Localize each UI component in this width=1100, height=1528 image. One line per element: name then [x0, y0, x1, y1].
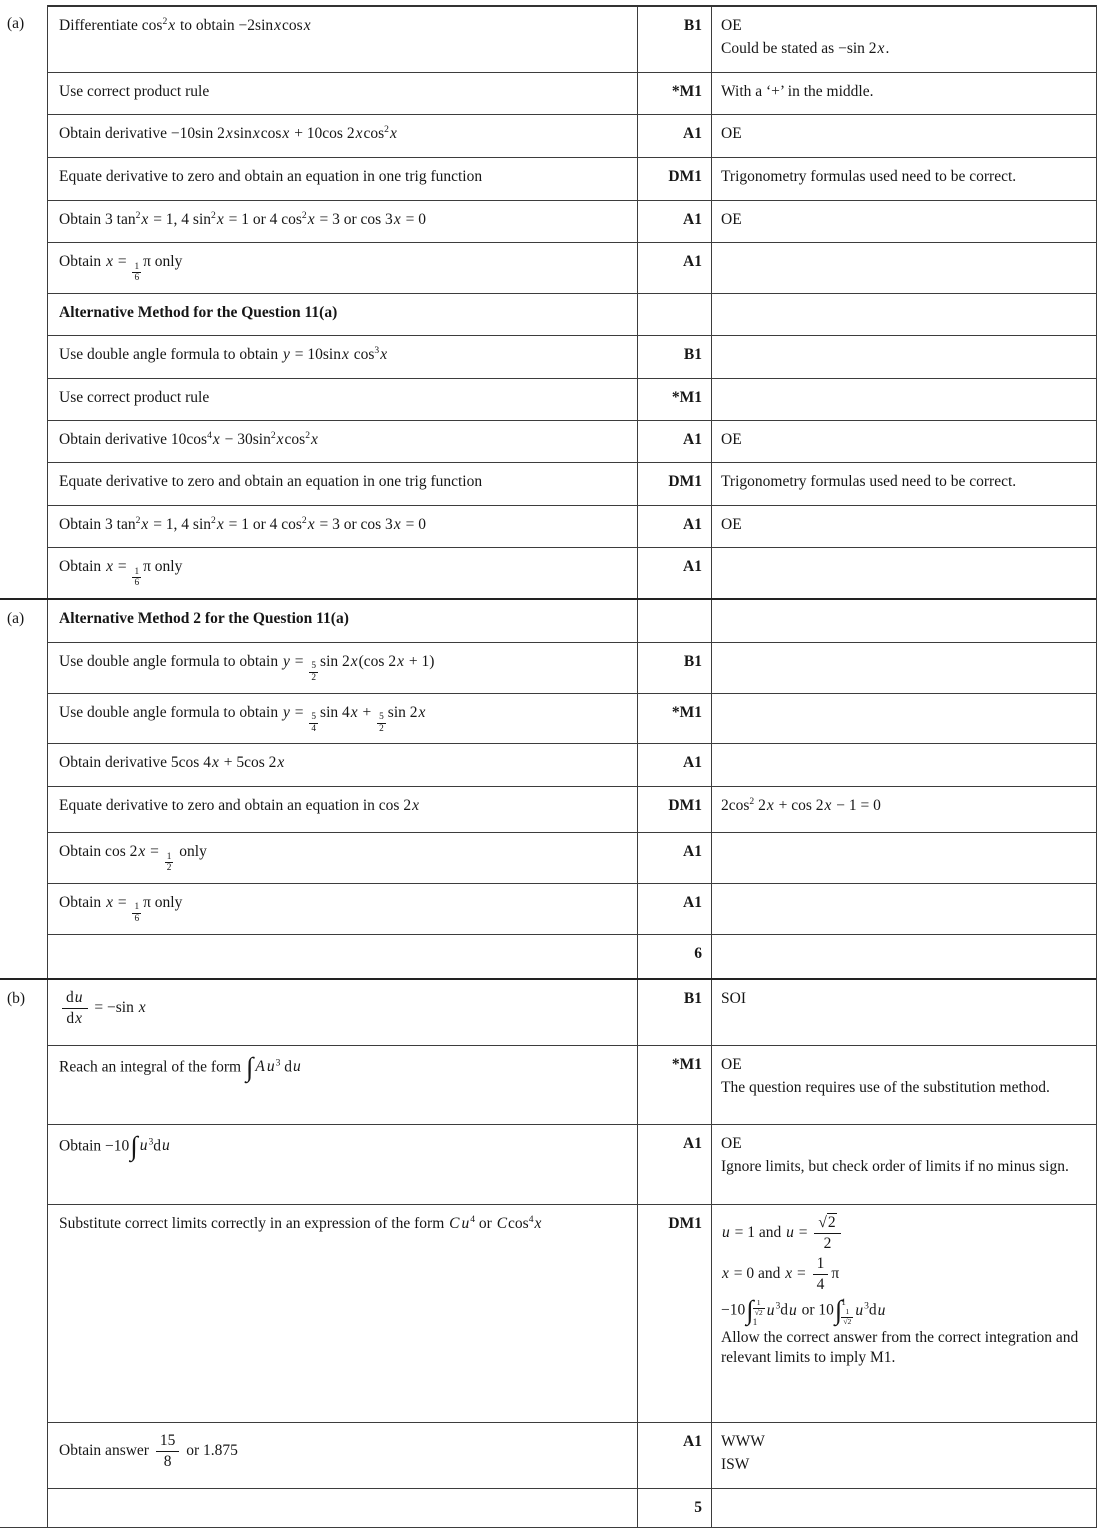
- mark-row: [48, 547, 1096, 598]
- numerator: du: [62, 989, 88, 1009]
- integral: [245, 1051, 254, 1082]
- fraction: [377, 712, 386, 734]
- fraction: [814, 1214, 840, 1253]
- lower-limit: 1: [752, 1316, 758, 1327]
- comment-line: u = 1 and u = $\frac{√2}{2}$: [721, 1214, 1087, 1253]
- mark-row: [48, 1045, 1096, 1124]
- description-cell: Obtain −10 ∫ $u^3du$: [48, 1125, 638, 1204]
- fraction: [132, 567, 141, 589]
- variable: u: [139, 1137, 148, 1155]
- superscript: 2: [162, 15, 168, 27]
- numerator: 1: [134, 902, 140, 913]
- mark-row: [48, 642, 1096, 693]
- mark-cell: A1: [638, 548, 712, 598]
- comment-cell: [712, 115, 1096, 157]
- variable: x: [341, 345, 349, 363]
- mark-row: [48, 980, 1096, 1045]
- mark-row: [48, 242, 1096, 293]
- comment-line: SOI: [721, 989, 746, 1007]
- variable: x: [397, 653, 404, 670]
- fraction: [841, 1308, 853, 1327]
- denominator: 4: [311, 723, 317, 734]
- description-cell: $\frac{du}{dx}$ = −sin x: [48, 980, 638, 1045]
- mark-cell: *M1: [638, 1046, 712, 1124]
- part-label: (a): [0, 600, 48, 978]
- numerator: 1: [753, 1299, 765, 1309]
- comment-cell: [712, 884, 1096, 934]
- comment-line: Could be stated as −sin 2x.: [721, 40, 890, 58]
- table-section: [0, 598, 1096, 978]
- superscript: 2: [211, 209, 216, 221]
- description-cell: Obtain x = $\frac{1}{6}$ π only: [48, 884, 638, 934]
- superscript: 4: [470, 1213, 476, 1225]
- total-row: [48, 934, 1096, 978]
- variable: y: [282, 703, 290, 721]
- integral-sign: ∫: [245, 1051, 254, 1082]
- comment-line: WWW: [721, 1432, 765, 1450]
- comment-cell: [712, 463, 1096, 504]
- mark-cell: A1: [638, 243, 712, 293]
- sqrt: √2: [818, 1213, 836, 1231]
- variable: u: [786, 1223, 794, 1241]
- variable: y: [282, 653, 290, 670]
- description-cell: [48, 935, 638, 978]
- mark-row: [48, 693, 1096, 744]
- header-text: Alternative Method for the Question 11(a): [59, 303, 338, 321]
- part-label: (b): [0, 980, 48, 1527]
- description-cell: Use correct product rule: [48, 379, 638, 420]
- mark-row: [48, 462, 1096, 504]
- total-marks-cell: 6: [638, 935, 712, 978]
- fraction: [753, 1299, 765, 1318]
- description-cell: Obtain x = $\frac{1}{6}$ π only: [48, 548, 638, 598]
- description-cell: Obtain x = $\frac{1}{6}$ π only: [48, 243, 638, 293]
- variable: C: [496, 1214, 508, 1232]
- description-cell: Obtain derivative 5cos 4x + 5cos 2x: [48, 744, 638, 786]
- mark-row: [48, 600, 1096, 642]
- variable: x: [307, 210, 315, 228]
- numerator: 1: [813, 1255, 829, 1275]
- numerator: 5: [311, 712, 317, 722]
- mark-row: [48, 786, 1096, 832]
- description-cell: Obtain 3 $\tan^2x = 1$, 4 $\sin^2x = 1$ or 4 $\cos^2x = 3$ or cos 3x = 0: [48, 201, 638, 242]
- variable: x: [303, 17, 311, 34]
- description-cell: Obtain answer $\frac{15}{8}$ or 1.875: [48, 1423, 638, 1488]
- comment-cell: [712, 1423, 1096, 1488]
- variable: x: [418, 703, 426, 721]
- comment-line: Ignore limits, but check order of limits if no minus sign.: [721, 1158, 1069, 1176]
- mark-cell: [638, 294, 712, 335]
- description-cell: Use double angle formula to obtain y = $\frac{5}{4}$ sin 4x + $\frac{5}{2}$ sin 2x: [48, 694, 638, 744]
- description-cell: Substitute correct limits correctly in an expression of the form C $u^4$ or Ccos$^4$x: [48, 1205, 638, 1422]
- description-cell: Obtain derivative $10\cos^4x - 30\sin^2xcos^2x$: [48, 421, 638, 462]
- mark-cell: *M1: [638, 73, 712, 114]
- comment-line: OE: [721, 430, 742, 448]
- comment-line: OE: [721, 17, 742, 34]
- mark-cell: A1: [638, 115, 712, 157]
- variable: x: [75, 1009, 83, 1027]
- denominator: 6: [134, 914, 140, 925]
- section-rows: [48, 600, 1096, 978]
- description-cell: Use double angle formula to obtain y = 10sinx $\cos^3x$: [48, 336, 638, 378]
- comment-cell: [712, 7, 1096, 72]
- comment-line: OE: [721, 515, 742, 533]
- sqrt-body: 2: [827, 1213, 836, 1231]
- variable: x: [824, 797, 832, 815]
- variable: x: [252, 125, 260, 143]
- variable: x: [393, 515, 401, 533]
- comment-line: −10 ∫ $\frac{1}{√2}$ 1 $u^3du$ or 10 ∫ 1 $\frac{1}{√2}$ $u^3du$: [721, 1295, 886, 1327]
- variable: x: [350, 703, 358, 721]
- mark-cell: A1: [638, 506, 712, 547]
- comment-cell: [712, 1125, 1096, 1204]
- comment-cell: [712, 1046, 1096, 1124]
- mark-cell: *M1: [638, 379, 712, 420]
- total-row: [48, 1488, 1096, 1527]
- mark-cell: A1: [638, 201, 712, 242]
- variable: x: [282, 125, 290, 143]
- table-section: [0, 5, 1096, 598]
- description-cell: Differentiate $\cos^2x$ to obtain −2sinxcosx: [48, 7, 638, 72]
- superscript: 4: [207, 429, 212, 441]
- denominator: 4: [816, 1276, 825, 1294]
- variable: x: [350, 653, 358, 670]
- comment-cell: [712, 73, 1096, 114]
- comment-cell: [712, 294, 1096, 335]
- variable: x: [106, 558, 113, 576]
- variable: x: [212, 430, 220, 448]
- denominator: dx: [66, 1009, 83, 1027]
- header-text: Alternative Method 2 for the Question 11(a): [59, 610, 349, 627]
- mark-row: [48, 832, 1096, 883]
- section-rows: [48, 5, 1096, 598]
- comment-line: Trigonometry formulas used need to be correct.: [721, 473, 1017, 491]
- variable: x: [141, 210, 149, 228]
- mark-scheme-table: [0, 5, 1097, 1528]
- comment-cell: [712, 506, 1096, 547]
- variable: x: [534, 1214, 542, 1232]
- mark-row: [48, 378, 1096, 420]
- comment-line: OE: [721, 210, 742, 228]
- description-cell: Obtain cos 2x = $\frac{1}{2}$ only: [48, 833, 638, 883]
- superscript: 2: [384, 124, 389, 136]
- description-cell: Reach an integral of the form ∫ A $u^3$ du: [48, 1046, 638, 1124]
- numerator: 1: [841, 1308, 853, 1318]
- fraction: [62, 989, 88, 1028]
- variable: u: [722, 1223, 730, 1241]
- variable: x: [168, 17, 176, 34]
- variable: x: [225, 125, 233, 143]
- numerator: 1: [134, 566, 140, 577]
- superscript: 2: [211, 514, 216, 526]
- description-cell: [48, 294, 638, 335]
- superscript: 2: [749, 796, 755, 808]
- variable: x: [722, 1265, 729, 1283]
- integral-sign: ∫: [834, 1295, 843, 1326]
- mark-cell: B1: [638, 643, 712, 693]
- fraction: [132, 902, 141, 924]
- mark-row: [48, 420, 1096, 462]
- comment-line: With a ‘+’ in the middle.: [721, 82, 874, 100]
- variable: x: [216, 210, 224, 228]
- mark-cell: B1: [638, 336, 712, 378]
- variable: x: [211, 754, 219, 772]
- denominator: 2: [379, 723, 384, 734]
- comment-cell: [712, 1205, 1096, 1422]
- comment-cell: [712, 833, 1096, 883]
- description-cell: Equate derivative to zero and obtain an equation in cos 2x: [48, 787, 638, 832]
- integral-sign: ∫: [130, 1130, 138, 1161]
- upper-limit: 1: [841, 1297, 846, 1307]
- variable: x: [412, 797, 419, 815]
- comment-line: OE: [721, 125, 742, 143]
- variable: x: [276, 430, 284, 448]
- variable: y: [282, 345, 290, 363]
- description-cell: [48, 1489, 638, 1527]
- integral: [835, 1297, 853, 1325]
- comment-cell: [712, 548, 1096, 598]
- variable: x: [766, 797, 774, 815]
- total-marks-cell: 5: [638, 1489, 712, 1527]
- mark-cell: [638, 600, 712, 642]
- variable: u: [293, 1058, 301, 1076]
- mark-cell: B1: [638, 7, 712, 72]
- description-cell: Equate derivative to zero and obtain an equation in one trig function: [48, 158, 638, 199]
- comment-cell: [712, 643, 1096, 693]
- superscript: 2: [270, 429, 276, 441]
- comment-line: The question requires use of the substitution method.: [721, 1079, 1050, 1097]
- mark-row: [48, 743, 1096, 786]
- fraction: [309, 661, 318, 683]
- comment-line: OE: [721, 1134, 742, 1152]
- variable: x: [216, 515, 224, 533]
- mark-row: [48, 335, 1096, 378]
- comment-line: $2\cos^2$ 2x + cos 2x − 1 = 0: [721, 796, 881, 815]
- variable: C: [449, 1214, 460, 1232]
- description-cell: Use double angle formula to obtain y = $\frac{5}{2}$ sin 2x(cos 2x + 1): [48, 643, 638, 693]
- variable: u: [877, 1301, 886, 1319]
- integral-limits: [841, 1297, 853, 1325]
- denominator: √2: [843, 1316, 852, 1326]
- description-cell: Obtain 3 $\tan^2x = 1$, 4 $\sin^2x = 1$ or 4 $\cos^2x = 3$ or cos 3x = 0: [48, 506, 638, 547]
- denominator: 6: [134, 273, 140, 284]
- description-cell: Obtain derivative −10sin 2xsinxcosx + 10cos 2xcos$^2$x: [48, 115, 638, 157]
- variable: A: [255, 1058, 265, 1076]
- variable: x: [877, 40, 885, 58]
- mark-cell: B1: [638, 980, 712, 1045]
- fraction: [309, 712, 318, 734]
- variable: u: [162, 1137, 170, 1155]
- superscript: 2: [305, 429, 311, 441]
- denominator: 6: [134, 578, 140, 589]
- mark-cell: A1: [638, 833, 712, 883]
- integral: [130, 1130, 138, 1161]
- description-cell: Equate derivative to zero and obtain an equation in one trig function: [48, 463, 638, 504]
- mark-cell: A1: [638, 1125, 712, 1204]
- comment-line: x = 0 and x = $\frac{1}{4}$ π: [722, 1255, 840, 1294]
- superscript: 4: [528, 1213, 534, 1225]
- mark-row: [48, 293, 1096, 335]
- mark-row: [48, 1422, 1096, 1488]
- superscript: 2: [301, 209, 307, 221]
- variable: x: [141, 515, 149, 533]
- lower-limit: [841, 1307, 853, 1327]
- variable: u: [766, 1301, 775, 1319]
- comment-cell: [712, 600, 1096, 642]
- mark-cell: A1: [638, 744, 712, 786]
- mark-row: [48, 1124, 1096, 1204]
- numerator: [814, 1214, 840, 1234]
- comment-cell: [712, 379, 1096, 420]
- part-label: (a): [0, 5, 48, 598]
- superscript: 3: [775, 1300, 781, 1312]
- integral-limits: [753, 1297, 765, 1325]
- description-cell: [48, 600, 638, 642]
- fraction: [165, 852, 174, 874]
- superscript: 2: [135, 209, 141, 221]
- denominator: 8: [163, 1452, 172, 1470]
- variable: x: [393, 210, 401, 228]
- superscript: 3: [275, 1057, 281, 1069]
- denominator: 2: [311, 673, 317, 683]
- variable: x: [274, 17, 282, 34]
- numerator: 15: [156, 1432, 180, 1452]
- comment-cell: [712, 1489, 1096, 1527]
- numerator: 5: [311, 661, 317, 672]
- mark-cell: DM1: [638, 158, 712, 199]
- mark-cell: DM1: [638, 463, 712, 504]
- mark-cell: DM1: [638, 1205, 712, 1422]
- comment-line: OE: [721, 1055, 742, 1073]
- variable: u: [266, 1058, 275, 1076]
- comment-line: Trigonometry formulas used need to be correct.: [721, 168, 1017, 186]
- section-rows: [48, 980, 1096, 1527]
- fraction: [132, 262, 141, 284]
- comment-cell: [712, 201, 1096, 242]
- description-cell: Use correct product rule: [48, 73, 638, 114]
- comment-line: Allow the correct answer from the correct integration and relevant limits to imply M1.: [721, 1328, 1079, 1367]
- variable: u: [74, 988, 83, 1006]
- comment-cell: [712, 336, 1096, 378]
- variable: u: [855, 1301, 864, 1319]
- numerator: 1: [134, 261, 140, 272]
- variable: x: [138, 998, 146, 1016]
- comment-cell: [712, 935, 1096, 978]
- integral-sign: ∫: [746, 1295, 754, 1326]
- comment-cell: [712, 787, 1096, 832]
- variable: x: [311, 430, 318, 448]
- comment-cell: [712, 744, 1096, 786]
- comment-cell: [712, 694, 1096, 744]
- denominator: √2: [754, 1307, 763, 1317]
- mark-row: [48, 157, 1096, 199]
- table-section: [0, 978, 1096, 1527]
- comment-cell: [712, 158, 1096, 199]
- fraction: [156, 1432, 180, 1471]
- comment-cell: [712, 421, 1096, 462]
- mark-cell: A1: [638, 421, 712, 462]
- variable: x: [307, 515, 315, 533]
- superscript: 2: [135, 514, 141, 526]
- comment-line: ISW: [721, 1456, 750, 1474]
- mark-cell: A1: [638, 884, 712, 934]
- mark-row: [48, 1204, 1096, 1422]
- comment-cell: [712, 243, 1096, 293]
- mark-row: [48, 72, 1096, 114]
- variable: u: [461, 1214, 470, 1232]
- fraction: [813, 1255, 829, 1294]
- variable: x: [785, 1265, 793, 1283]
- variable: x: [106, 253, 113, 271]
- superscript: 2: [301, 514, 307, 526]
- mark-cell: *M1: [638, 694, 712, 744]
- superscript: 3: [374, 344, 380, 356]
- variable: x: [355, 125, 363, 143]
- mark-row: [48, 200, 1096, 242]
- upper-limit: [753, 1298, 765, 1318]
- mark-row: [48, 883, 1096, 934]
- mark-row: [48, 114, 1096, 157]
- denominator: 2: [823, 1234, 832, 1252]
- mark-cell: A1: [638, 1423, 712, 1488]
- mark-row: [48, 7, 1096, 72]
- variable: u: [788, 1301, 797, 1319]
- superscript: 3: [148, 1136, 154, 1148]
- variable: x: [389, 125, 397, 143]
- numerator: 5: [379, 712, 384, 722]
- comment-cell: [712, 980, 1096, 1045]
- numerator: 1: [166, 851, 172, 862]
- mark-row: [48, 505, 1096, 547]
- mark-cell: DM1: [638, 787, 712, 832]
- variable: x: [138, 843, 146, 861]
- superscript: 3: [864, 1300, 869, 1312]
- variable: x: [277, 754, 285, 772]
- denominator: 2: [166, 863, 172, 874]
- variable: x: [106, 894, 113, 912]
- integral: [746, 1297, 764, 1325]
- variable: x: [380, 345, 388, 363]
